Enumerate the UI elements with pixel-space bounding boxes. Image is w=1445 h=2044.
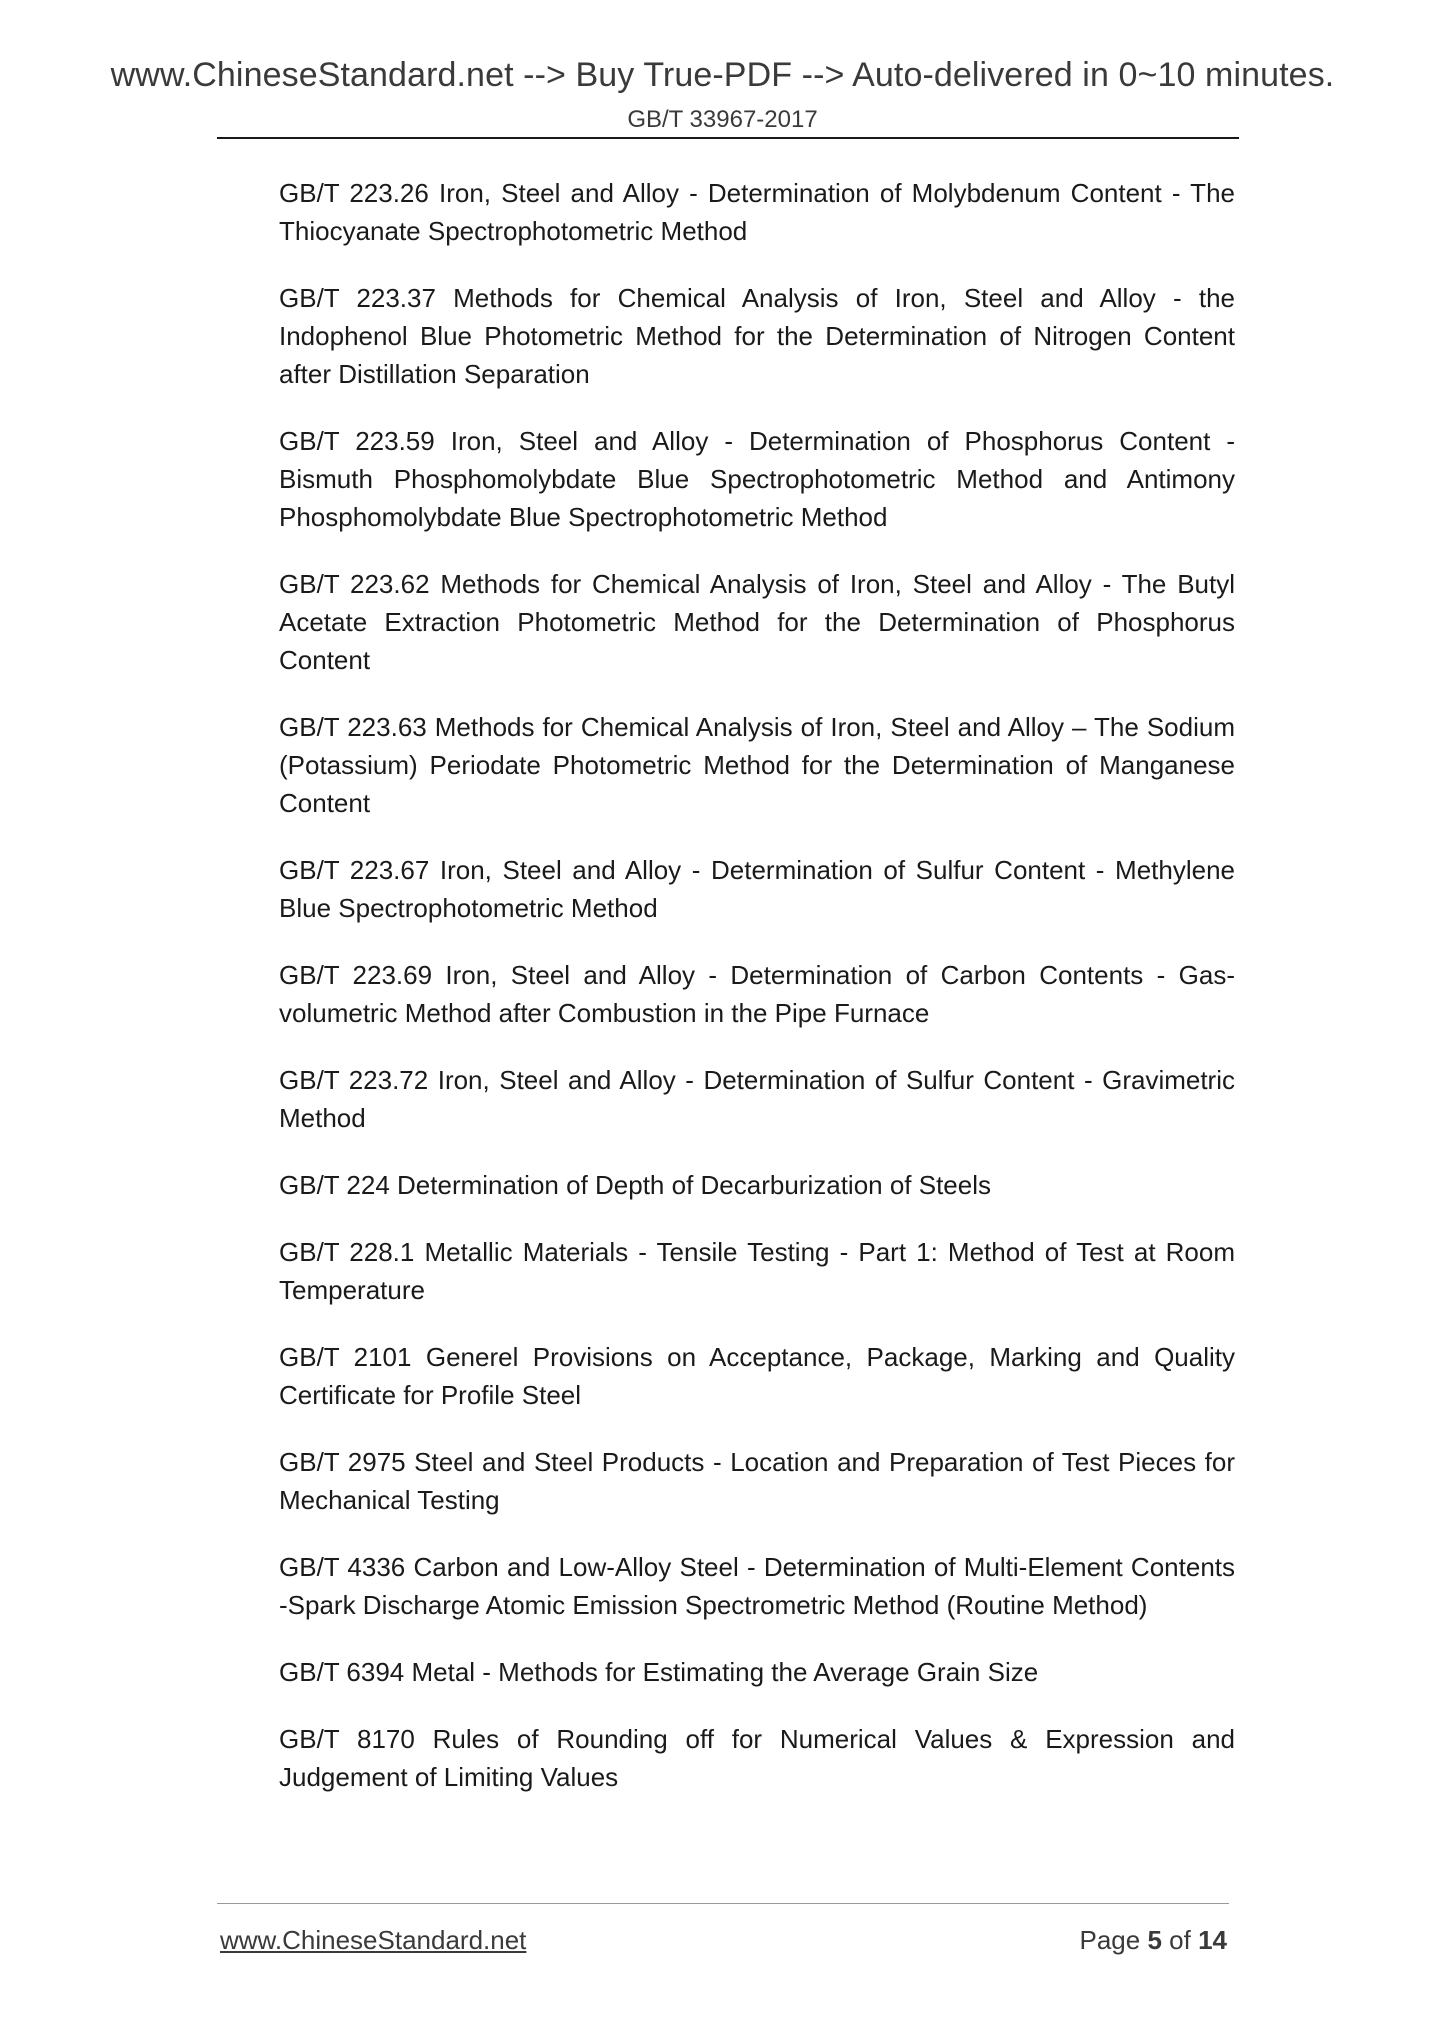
- page-indicator: [1079, 1925, 1227, 1956]
- reference-item: GB/T 228.1 Metallic Materials - Tensile Testing - Part 1: Method of Test at Room Temperature: [279, 1237, 1235, 1305]
- reference-item: GB/T 223.59 Iron, Steel and Alloy - Determination of Phosphorus Content - Bismuth Phosphomolybdate Blue Spectrophotometric Method and Antimony Phosphomolybdate Blue Spectrophotometric Method: [279, 426, 1235, 532]
- standard-number: GB/T 33967-2017: [627, 106, 818, 133]
- header-divider: [217, 137, 1239, 139]
- page-prefix: Page: [1079, 1925, 1141, 1955]
- reference-item: GB/T 223.62 Methods for Chemical Analysis of Iron, Steel and Alloy - The Butyl Acetate Extraction Photometric Method for the Determination of Phosphorus Content: [279, 569, 1235, 675]
- reference-item: GB/T 223.72 Iron, Steel and Alloy - Determination of Sulfur Content - Gravimetric Method: [279, 1065, 1235, 1133]
- reference-item: GB/T 223.69 Iron, Steel and Alloy - Determination of Carbon Contents - Gas-volumetric Method after Combustion in the Pipe Furnace: [279, 960, 1235, 1028]
- reference-item: GB/T 8170 Rules of Rounding off for Numerical Values & Expression and Judgement of Limiting Values: [279, 1724, 1235, 1792]
- footer-site-link[interactable]: www.ChineseStandard.net: [220, 1925, 527, 1955]
- page-of: of: [1169, 1925, 1191, 1955]
- reference-item: GB/T 6394 Metal - Methods for Estimating the Average Grain Size: [279, 1657, 1039, 1687]
- reference-item: GB/T 4336 Carbon and Low-Alloy Steel - Determination of Multi-Element Contents -Spark Discharge Atomic Emission Spectrometric Method (Routine Method): [279, 1552, 1235, 1620]
- page-total: 14: [1198, 1925, 1227, 1955]
- reference-item: GB/T 224 Determination of Depth of Decarburization of Steels: [279, 1170, 992, 1200]
- normative-references-list: [279, 174, 1235, 1825]
- footer-divider: [217, 1903, 1229, 1904]
- header-banner: www.ChineseStandard.net --> Buy True-PDF --> Auto-delivered in 0~10 minutes.: [110, 56, 1335, 94]
- reference-item: GB/T 223.37 Methods for Chemical Analysis of Iron, Steel and Alloy - the Indophenol Blue Photometric Method for the Determination of Nitrogen Content after Distillation Separation: [279, 283, 1235, 389]
- reference-item: GB/T 223.67 Iron, Steel and Alloy - Determination of Sulfur Content - Methylene Blue Spectrophotometric Method: [279, 855, 1235, 923]
- page-current: 5: [1147, 1925, 1162, 1955]
- reference-item: GB/T 223.26 Iron, Steel and Alloy - Determination of Molybdenum Content - The Thiocyanate Spectrophotometric Method: [279, 178, 1235, 246]
- reference-item: GB/T 2975 Steel and Steel Products - Location and Preparation of Test Pieces for Mechanical Testing: [279, 1447, 1235, 1515]
- reference-item: GB/T 223.63 Methods for Chemical Analysis of Iron, Steel and Alloy – The Sodium (Potassium) Periodate Photometric Method for the Determination of Manganese Content: [279, 712, 1235, 818]
- reference-item: GB/T 2101 Generel Provisions on Acceptance, Package, Marking and Quality Certificate for Profile Steel: [279, 1342, 1235, 1410]
